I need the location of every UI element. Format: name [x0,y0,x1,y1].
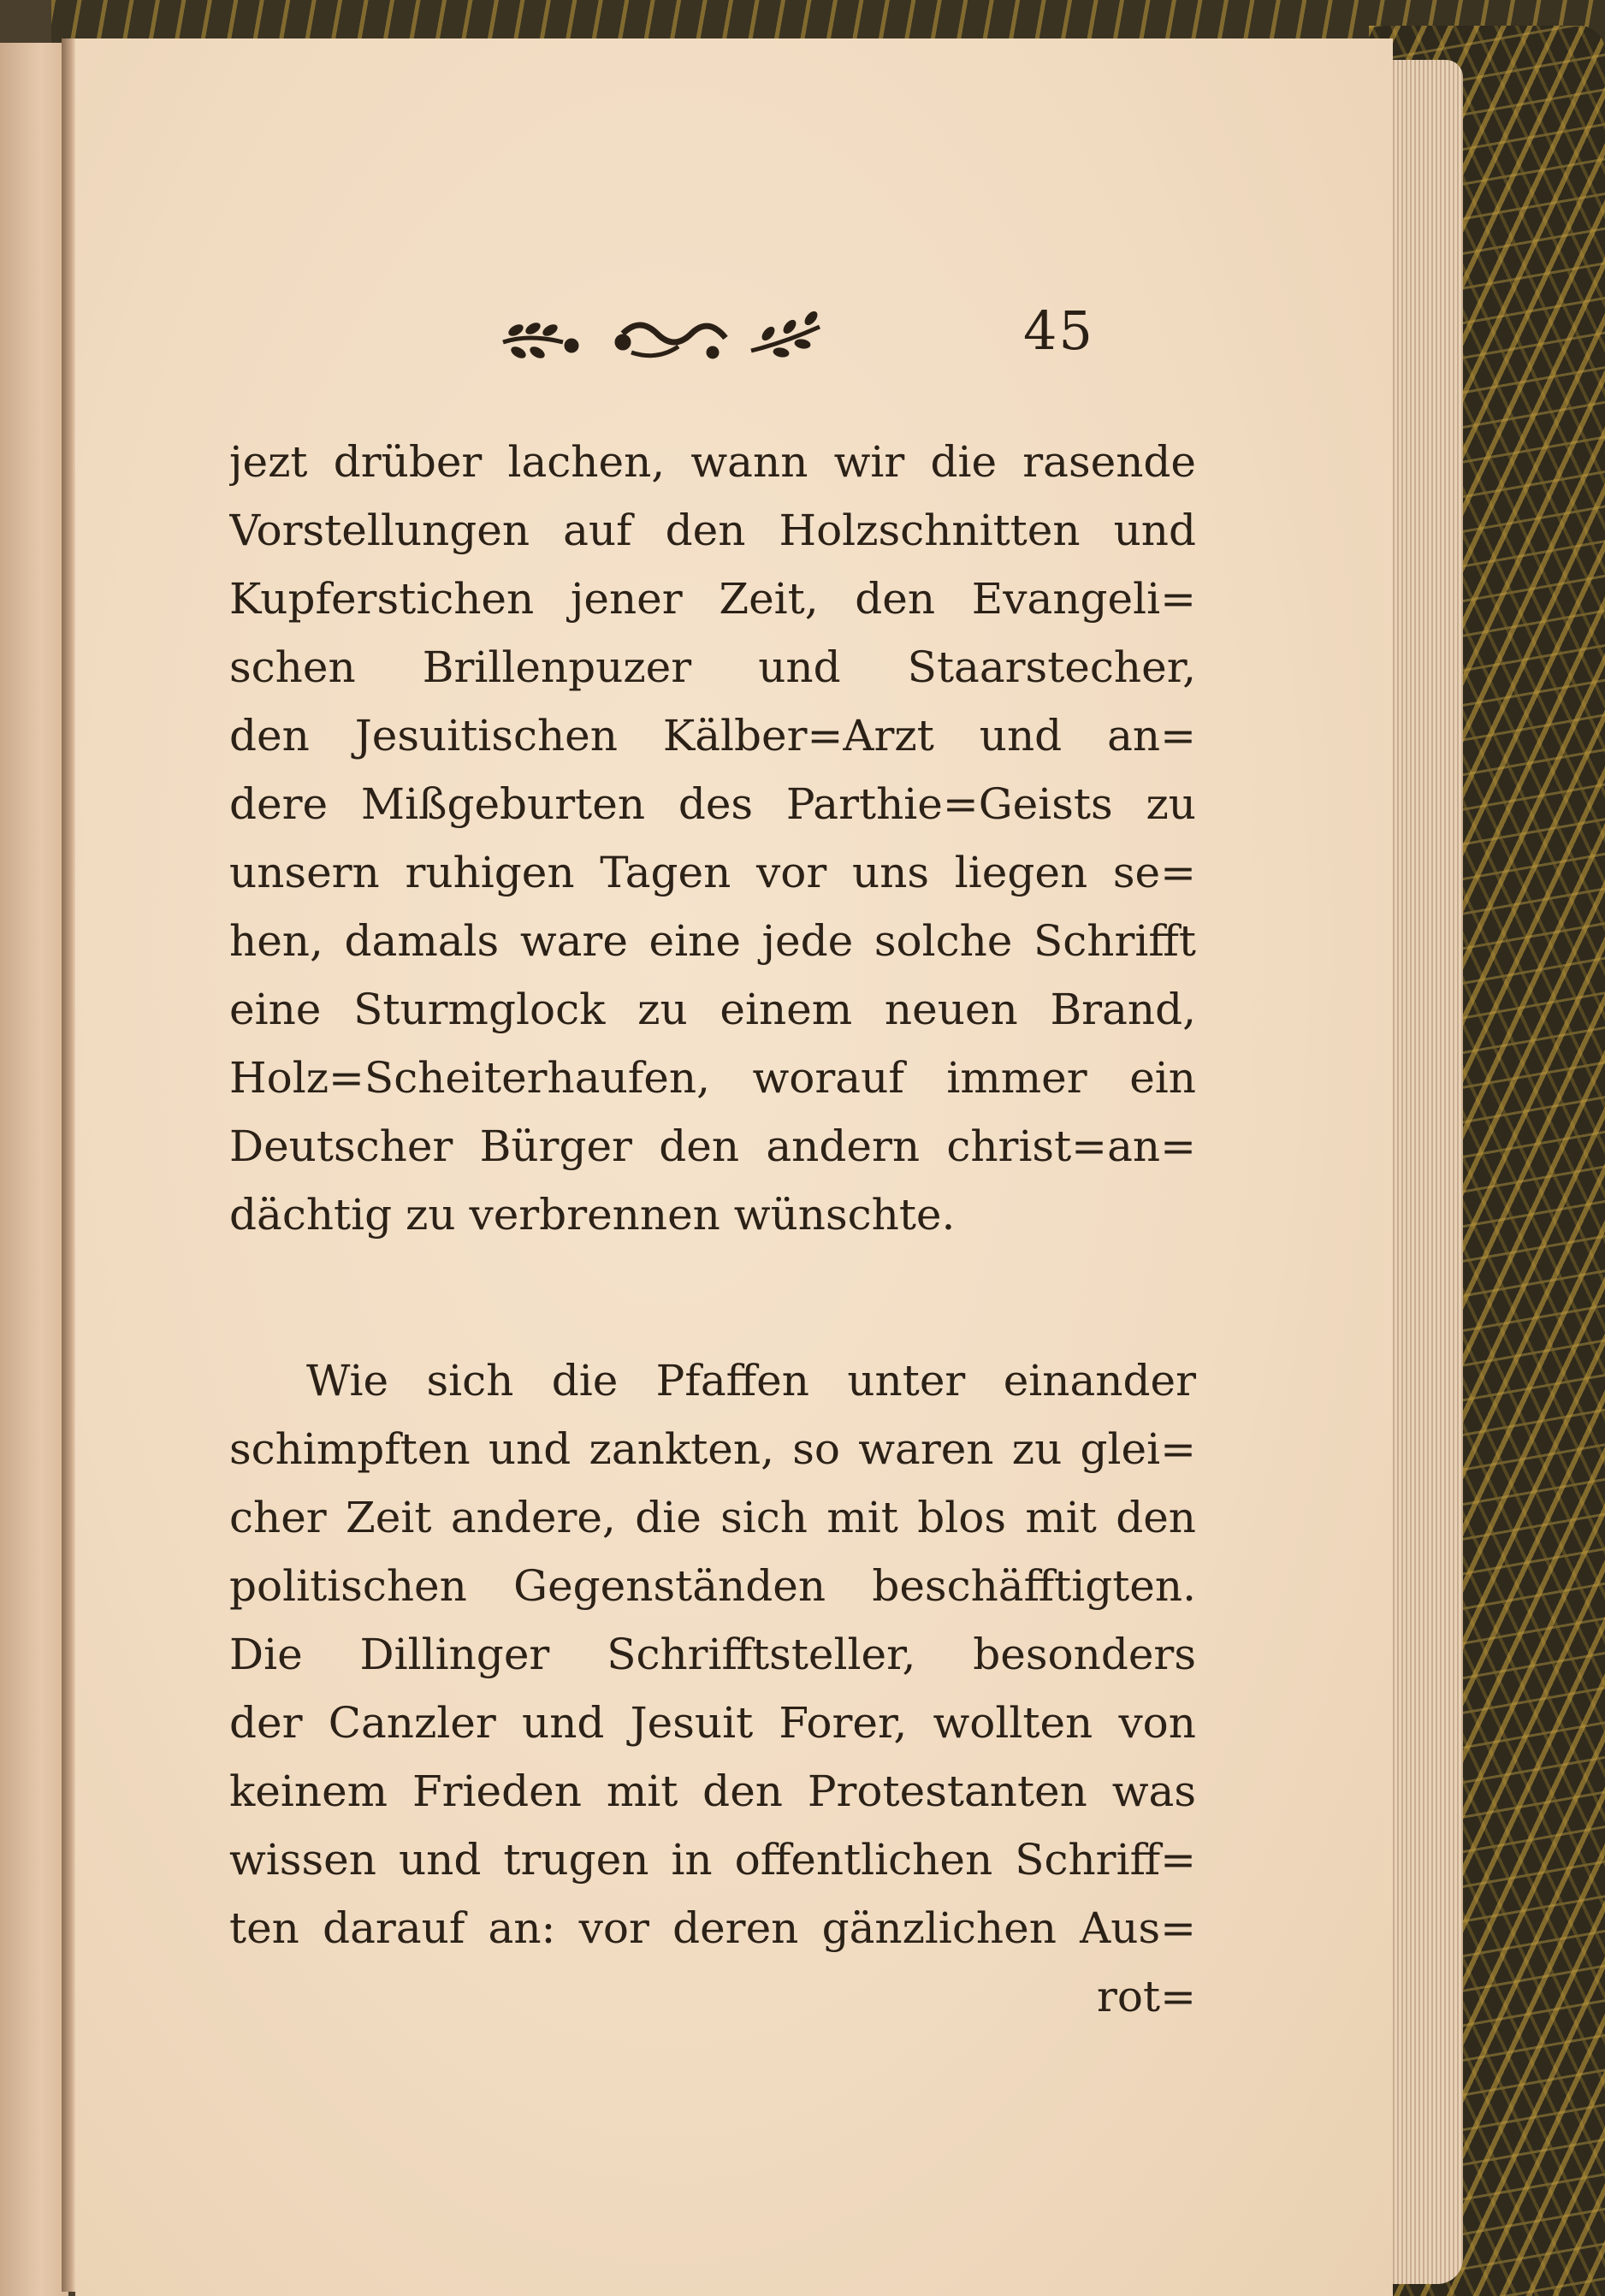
text-line: Vorstellungen auf den Holzschnitten und [229,506,1196,555]
paragraph-gap [229,1249,1196,1346]
text-line: ten darauf an: vor deren gänzlichen Aus= [229,1903,1196,1953]
text-line: wissen und trugen in offentlichen Schriff= [229,1835,1196,1885]
floral-ornament-icon [495,308,837,368]
text-line: den Jesuitischen Kälber=Arzt und an= [229,711,1196,760]
catchword: rot= [1097,1972,1196,2021]
body-text [229,428,1196,2031]
text-line: jezt drüber lachen, wann wir die rasende [229,437,1196,487]
text-line: dere Mißgeburten des Parthie=Geists zu [229,779,1196,829]
text-line: schen Brillenpuzer und Staarstecher, [229,642,1196,692]
text-line: schimpften und zankten, so waren zu glei= [229,1424,1196,1474]
page-edges [1386,60,1463,2284]
facing-page-edge [0,43,68,2296]
text-line: Die Dillinger Schrifftsteller, besonders [229,1630,1196,1679]
page-gutter [62,38,75,2292]
page-header [75,274,1393,376]
text-line: dächtig zu verbrennen wünschte. [229,1190,956,1240]
text-line: keinem Frieden mit den Protestanten was [229,1766,1196,1816]
text-line: der Canzler und Jesuit Forer, wollten von [229,1698,1196,1748]
text-line: Deutscher Bürger den andern christ=an= [229,1121,1196,1171]
text-line: Wie sich die Pfaffen unter einander [306,1356,1196,1405]
book-page [75,38,1393,2296]
text-line: politischen Gegenständen beschäfftigten. [229,1561,1196,1611]
paragraph [229,1346,1196,1962]
text-line: unsern ruhigen Tagen vor uns liegen se= [229,848,1196,897]
text-line: Holz=Scheiterhaufen, worauf immer ein [229,1053,1196,1103]
text-line: eine Sturmglock zu einem neuen Brand, [229,985,1196,1034]
text-line: Kupferstichen jener Zeit, den Evangeli= [229,574,1196,624]
paragraph [229,428,1196,1249]
page-number: 45 [1023,299,1094,362]
text-line: hen, damals ware eine jede solche Schrifft [229,916,1196,966]
text-line: cher Zeit andere, die sich mit blos mit den [229,1493,1196,1542]
